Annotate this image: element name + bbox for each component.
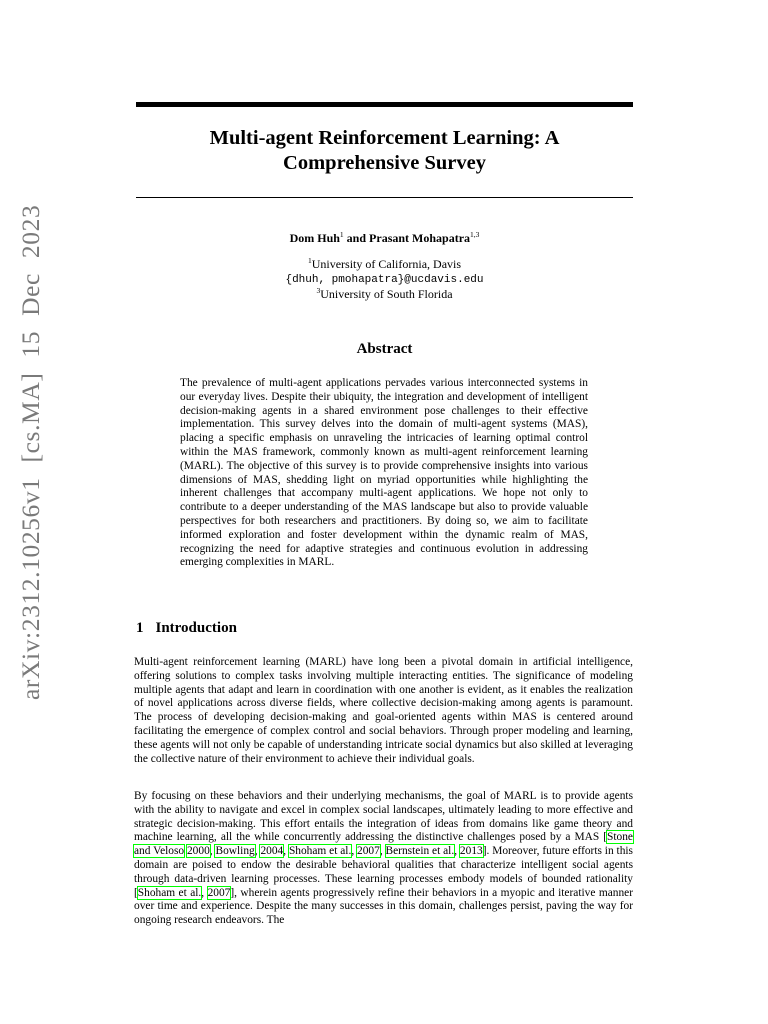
- paragraph-text: ], wherein agents progressively refine their behaviors in a myopic and iterative manner over time and experience. Despite the many successes in this domain, challenges persist, paving the way for ongoing research endeavors. The: [134, 886, 633, 927]
- citation-link[interactable]: Bernstein et al.: [385, 845, 455, 858]
- title-line-1: Multi-agent Reinforcement Learning: A: [209, 127, 560, 149]
- affiliation-1: University of California, Davis: [311, 257, 462, 271]
- citation-separator: ,: [209, 845, 216, 858]
- author-conjunction: and: [343, 231, 370, 245]
- section-heading: [136, 620, 237, 637]
- citation-link[interactable]: Shoham et al.: [137, 886, 202, 899]
- title-bottom-rule: [136, 197, 633, 198]
- paper-title: [136, 126, 633, 176]
- title-line-2: Comprehensive Survey: [283, 152, 486, 174]
- author-emails: {dhuh, pmohapatra}@ucdavis.edu: [285, 274, 484, 286]
- citation-link[interactable]: Shoham et al.: [288, 845, 352, 858]
- author-name: Dom Huh: [289, 231, 340, 245]
- citation-link[interactable]: 2000: [186, 845, 210, 858]
- affiliation-marker: 3: [316, 286, 321, 295]
- affiliation-3: University of South Florida: [320, 287, 453, 301]
- citation-link[interactable]: Stone and Veloso: [134, 831, 633, 858]
- paragraph: Multi-agent reinforcement learning (MARL) have long been a pivotal domain in artificial intelligence, offering solutions to complex tasks involving multiple interacting entities. The significance of modeling multiple agents that adapt and learn in coordination with one another is evident, as it enables the realization of novel applications across diverse fields, where collective decision-making among agents is paramount. The process of developing decision-making and goal-oriented agents within MAS is centered around facilitating the emergence of complex control and social behaviors. Through proper modeling and learning, these agents will not only be capable of understanding intricate social dynamics but also skilled at leveraging the collective nature of their environment to achieve their individual goals.: [134, 656, 633, 765]
- paragraph-text: ]. Moreover, future efforts in this domain are poised to endow the desirable behavioral qualities that characterize intelligent social agents through data-driven learning processes. These learning processes embody models of bounded rationality [: [134, 845, 633, 899]
- paragraph: By focusing on these behaviors and their underlying mechanisms, the goal of MARL is to provide agents with the ability to navigate and excel in complex social landscapes, ultimately leading to more effective and strategic decision-making. This effort entails the integration of ideas from domains like game theory and machine learning, all the while concurrently addressing the distinctive challenges posed by a MAS [Stone and Veloso 2000, Bowling, 2004, Shoham et al., 2007, Bernstein et al., 2013]. Moreover, future efforts in this domain are poised to endow the desirable behavioral qualities that characterize intelligent social agents through data-driven learning processes. These learning processes embody models of bounded rationality [Shoham et al., 2007], wherein agents progressively refine their behaviors in a myopic and iterative manner over time and experience. Despite the many successes in this domain, challenges persist, paving the way for ongoing research endeavors. The: [134, 790, 633, 927]
- title-top-rule: [136, 102, 633, 107]
- abstract-text: The prevalence of multi-agent applications pervades various interconnected systems in our everyday lives. Despite their ubiquity, the integration and development of intelligent decision-making agents in a shared environment pose challenges to their effective implementation. This survey delves into the domain of multi-agent systems (MAS), placing a specific emphasis on unraveling the intricacies of learning optimal control within the MAS framework, commonly known as multi-agent reinforcement learning (MARL). The objective of this survey is to provide comprehensive insights into various dimensions of MAS, shedding light on myriad opportunities while highlighting the inherent challenges that accompany multi-agent applications. We hope not only to contribute to a deeper understanding of the MAS landscape but also to provide valuable perspectives for both researchers and practitioners. By doing so, we aim to facilitate informed exploration and foster development within the dynamic realm of MAS, recognizing the need for adaptive strategies and continuous evolution in addressing emerging complexities in MARL.: [180, 377, 588, 569]
- arxiv-identifier: arXiv:2312.10256v1 [cs.MA] 15 Dec 2023: [16, 204, 45, 700]
- section-number: 1: [136, 620, 144, 636]
- citation-link[interactable]: Bowling: [215, 845, 255, 858]
- author-list: [136, 231, 633, 246]
- author-affiliation-marker: 1,3: [470, 230, 480, 239]
- citation-separator: ,: [283, 845, 289, 858]
- author-name: Prasant Mohapatra: [369, 231, 471, 245]
- citation-link[interactable]: 2007: [207, 886, 231, 899]
- affiliation-marker: 1: [307, 256, 312, 265]
- affiliations: [136, 257, 633, 301]
- section-title: Introduction: [155, 620, 237, 636]
- citation-separator: ,: [379, 845, 386, 858]
- citation-link[interactable]: 2013: [459, 845, 483, 858]
- abstract-heading: Abstract: [356, 341, 413, 357]
- paragraph-text: By focusing on these behaviors and their underlying mechanisms, the goal of MARL is to provide agents with the ability to navigate and excel in complex social landscapes, ultimately leading to more effective and strategic decision-making. This effort entails the integration of ideas from domains like game theory and machine learning, all the while concurrently addressing the distinctive challenges posed by a MAS [: [134, 790, 633, 844]
- citation-link[interactable]: 2004: [260, 845, 284, 858]
- citation-link[interactable]: 2007: [357, 845, 380, 858]
- author-affiliation-marker: 1: [339, 230, 344, 239]
